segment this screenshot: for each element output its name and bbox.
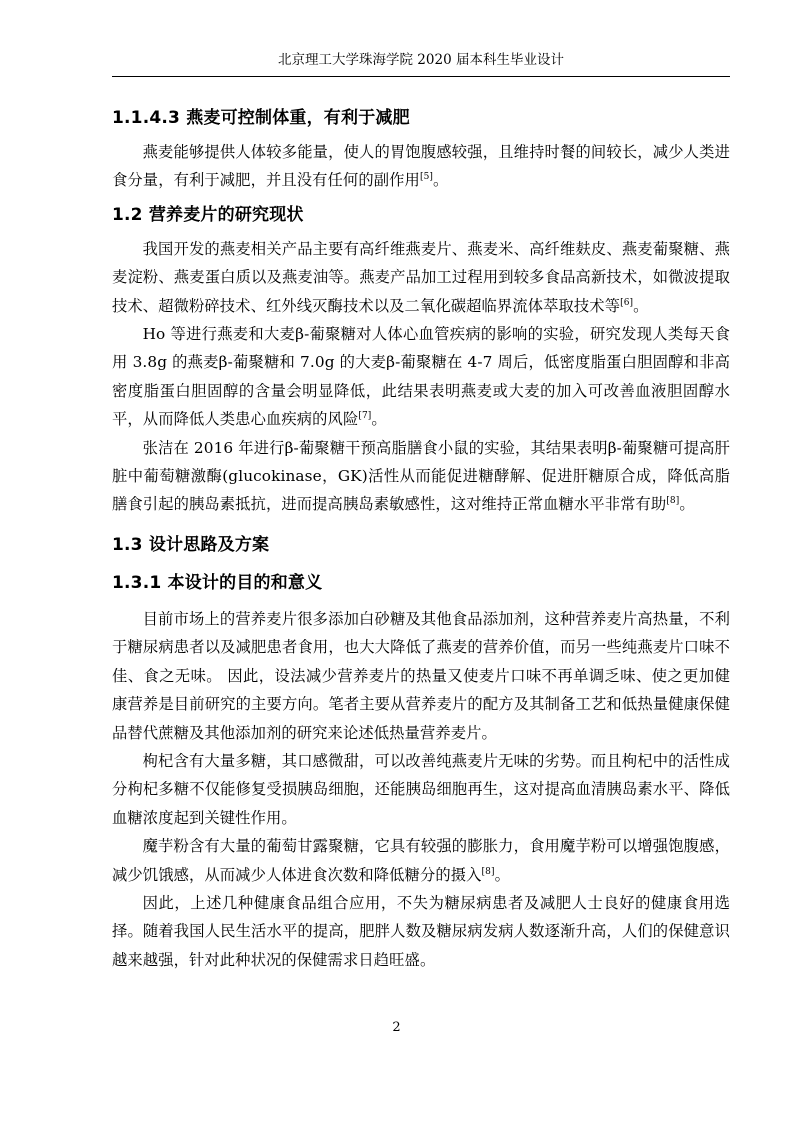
section-heading-1-3: 1.3 设计思路及方案: [112, 534, 270, 555]
paragraph-end: 。: [679, 495, 695, 514]
paragraph-text: 目前市场上的营养麦片很多添加白砂糖及其他食品添加剂，这种营养麦片高热量，不利于糖尿病患者以及减肥患者食用，也大大降低了燕麦的营养价值，而另一些纯燕麦片口味不佳、食之无味。 因此，设法减少营养麦片的热量又使麦片口味不再单调乏味、使之更加健康营养是目前研究的主要方向。笔者主要从营养麦片的配方及其制备工艺和低热量健康保健品替代蔗糖及其他添加剂的研究来论述低热量营养麦片。: [112, 609, 730, 742]
paragraph: [112, 320, 730, 434]
section-heading-1-3-1: 1.3.1 本设计的目的和意义: [112, 572, 323, 593]
paragraph: [112, 434, 730, 519]
citation: [8]: [481, 866, 495, 877]
paragraph-text: 魔芋粉含有大量的葡萄甘露聚糖，它具有较强的膨胀力，食用魔芋粉可以增强饱腹感，减少饥饿感，从而减少人体进食次数和降低糖分的摄入: [112, 837, 730, 884]
paragraph: [112, 747, 730, 832]
paragraph: [112, 832, 730, 889]
paragraph: [112, 889, 730, 974]
paragraph-text: 我国开发的燕麦相关产品主要有高纤维燕麦片、燕麦米、高纤维麸皮、燕麦葡聚糖、燕麦淀粉、燕麦蛋白质以及燕麦油等。燕麦产品加工过程用到较多食品高新技术，如微波提取技术、超微粉碎技术、红外线灭酶技术以及二氧化碳超临界流体萃取技术等: [112, 239, 730, 315]
running-header: 北京理工大学珠海学院 2020 届本科生毕业设计: [278, 52, 564, 68]
citation: [6]: [620, 297, 634, 308]
citation: [7]: [358, 411, 372, 422]
paragraph: [112, 235, 730, 320]
paragraph-text: Ho 等进行燕麦和大麦β-葡聚糖对人体心血管疾病的影响的实验，研究发现人类每天食用 3.8g 的燕麦β-葡聚糖和 7.0g 的大麦β-葡聚糖在 4-7 周后，低密度脂蛋白胆固醇和非高密度脂蛋白胆固醇的含量会明显降低，此结果表明燕麦或大麦的加入可改善血液胆固醇水平，从而降低人类患心血疾病的风险: [112, 325, 730, 429]
paragraph-end: 。: [494, 865, 510, 884]
section-heading-1-1-4-3: 1.1.4.3 燕麦可控制体重，有利于减肥: [112, 108, 410, 128]
page-body: [112, 98, 730, 974]
paragraph-text: 因此，上述几种健康食品组合应用，不失为糖尿病患者及减肥人士良好的健康食用选择。随着我国人民生活水平的提高，肥胖人数及糖尿病发病人数逐渐升高，人们的保健意识越来越强，针对此种状况的保健需求日趋旺盛。: [112, 893, 730, 969]
paragraph-text: 张洁在 2016 年进行β-葡聚糖干预高脂膳食小鼠的实验，其结果表明β-葡聚糖可提高肝脏中葡萄糖激酶(glucokinase，GK)活性从而能促进糖酵解、促进肝糖原合成，降低高脂膳食引起的胰岛素抵抗，进而提高胰岛素敏感性，这对维持正常血糖水平非常有助: [112, 438, 730, 514]
paragraph-end: 。: [433, 171, 449, 190]
paragraph-end: 。: [633, 296, 649, 315]
page-number: 2: [392, 1020, 401, 1035]
paragraph-text: 枸杞含有大量多糖，其口感微甜，可以改善纯燕麦片无味的劣势。而且枸杞中的活性成分枸杞多糖不仅能修复受损胰岛细胞，还能胰岛细胞再生，这对提高血清胰岛素水平、降低血糖浓度起到关键性作用。: [112, 751, 730, 827]
paragraph-text: 燕麦能够提供人体较多能量，使人的胃饱腹感较强，且维持时餐的间较长，减少人类进食分量，有利于减肥，并且没有任何的副作用: [112, 143, 730, 190]
paragraph-end: 。: [371, 410, 387, 429]
section-heading-1-2: 1.2 营养麦片的研究现状: [112, 204, 304, 225]
header-rule: [112, 76, 730, 77]
paragraph: [112, 605, 730, 747]
citation: [5]: [419, 172, 434, 183]
citation: [8]: [666, 496, 680, 507]
paragraph: [112, 138, 730, 195]
